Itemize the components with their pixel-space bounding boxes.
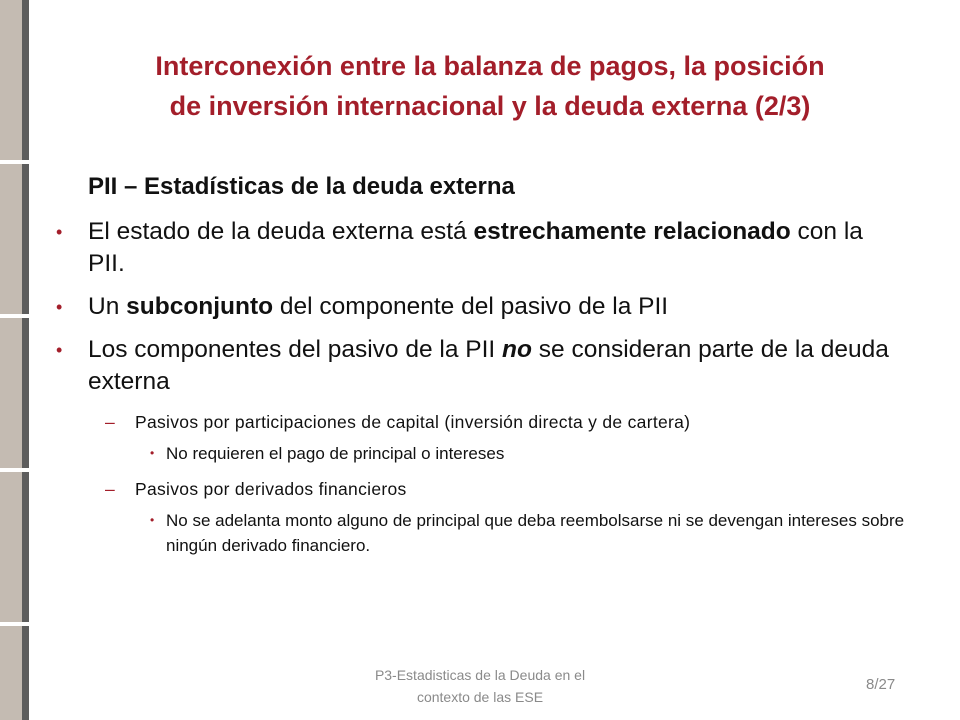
page-number: 8/27 bbox=[866, 676, 896, 693]
sub-sub-item: • No requieren el pago de principal o intereses bbox=[88, 441, 928, 466]
dash-bullet-icon: – bbox=[105, 412, 116, 432]
slide-title-line-1: Interconexión entre la balanza de pagos, la posición bbox=[155, 51, 825, 81]
sidebar-segment-dark bbox=[22, 164, 29, 314]
sub-item: – Pasivos por derivados financieros bbox=[87, 476, 927, 502]
sidebar-segment bbox=[0, 0, 22, 160]
section-heading: PII – Estadísticas de la deuda externa bbox=[88, 173, 515, 200]
bullet-dot-icon: • bbox=[150, 446, 155, 460]
slide-title bbox=[60, 46, 920, 126]
bullet-dot-icon: • bbox=[56, 222, 63, 242]
slide-body bbox=[56, 170, 928, 568]
slide-footer: P3-Estadisticas de la Deuda en el contexto de las ESE bbox=[374, 667, 586, 705]
sidebar-segment-dark bbox=[22, 472, 29, 622]
bullet-dot-icon: • bbox=[56, 297, 63, 317]
emphasis-text: subconjunto bbox=[126, 293, 274, 320]
dash-bullet-icon: – bbox=[105, 479, 116, 499]
decorative-sidebar bbox=[0, 0, 30, 720]
sub-item: – Pasivos por participaciones de capital (inversión directa y de cartera) bbox=[87, 409, 927, 435]
sidebar-segment-dark bbox=[22, 318, 29, 468]
slide-title-line-2: de inversión internacional y la deuda externa (2/3) bbox=[169, 91, 811, 121]
bullet-item: • Un subconjunto del componente del pasivo de la PII bbox=[56, 291, 896, 323]
sidebar-segment bbox=[0, 626, 22, 720]
sidebar-segment bbox=[0, 472, 22, 622]
emphasis-text: no bbox=[502, 336, 532, 363]
bullet-item: • Los componentes del pasivo de la PII no se consideran parte de la deuda externa bbox=[56, 336, 889, 395]
bullet-dot-icon: • bbox=[56, 340, 63, 360]
sidebar-segment-dark bbox=[22, 626, 29, 720]
sidebar-segment bbox=[0, 318, 22, 468]
bullet-item: • El estado de la deuda externa está estrechamente relacionado con la PII. bbox=[56, 218, 863, 277]
emphasis-text: estrechamente relacionado bbox=[473, 218, 791, 245]
sidebar-segment-dark bbox=[22, 0, 29, 160]
bullet-dot-icon: • bbox=[150, 513, 155, 527]
sub-sub-item: • No se adelanta monto alguno de principal que deba reembolsarse ni se devengan intereses sobre ningún derivado financiero. bbox=[88, 508, 928, 558]
sidebar-segment bbox=[0, 164, 22, 314]
